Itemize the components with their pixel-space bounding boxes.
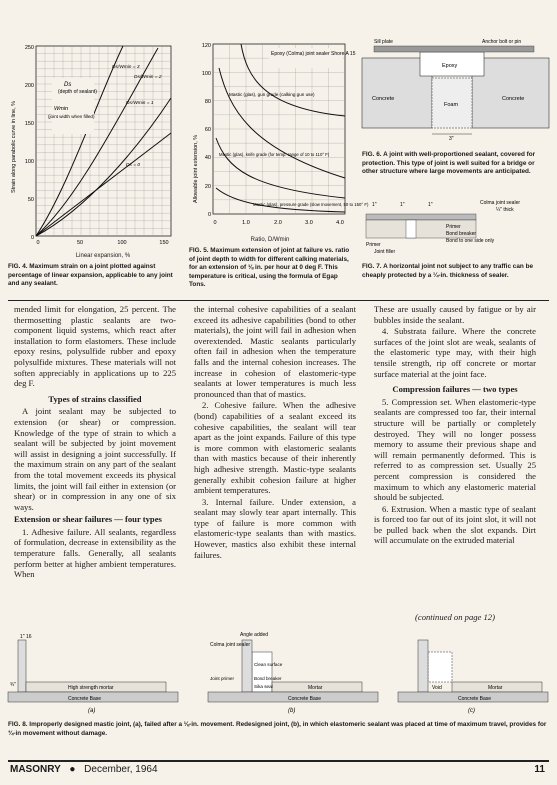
fig4-ds: Ds [64, 82, 72, 88]
fig6-drawing [362, 38, 549, 142]
fig4-ytick: 250 [24, 45, 34, 51]
fig8-b-label: Mortar [308, 685, 323, 691]
fig4-wmin: Wmin [54, 106, 69, 112]
fig4-ylabel: Strain along parabolic curve in line, % [11, 100, 17, 193]
fig8-c-label: Void [432, 685, 442, 691]
section-heading: Types of strains classified [48, 393, 142, 404]
column-1 [14, 304, 176, 624]
fig4-xtick: 0 [36, 240, 40, 246]
fig5-ytick: 60 [204, 127, 211, 133]
fig4-ytick: 50 [27, 197, 34, 203]
fig8-a-label: ¾" [10, 682, 16, 688]
footer-page: 11 [534, 764, 545, 775]
fig4-width: (joint width when filled) [48, 114, 95, 119]
fig4-caption: FIG. 4. Maximum strain on a joint plotted against percentage of linear expansion, applicable to any joint and any sealant. [8, 263, 173, 288]
fig4-yticks [25, 45, 34, 241]
paragraph: 2. Cohesive failure. When the adhesive (bond) capabilities of a sealant exceed its cohesive capabilities, the sealant will tear apart as the joint expands. Failure of this type is more common with elastomeric sealants than with mastics because of their inherently high adhesive strength. Mastic-type sealants generally exhibit cohesion failure at higher ambient temperatures. [194, 400, 356, 496]
section-heading: Compression failures — two types [392, 384, 518, 395]
fig7-label: Bond to one side only [446, 238, 495, 244]
section-heading: Extension or shear failures — four types [14, 514, 162, 525]
column-2 [194, 304, 356, 624]
fig4 [8, 38, 178, 293]
fig6-label: Epoxy [442, 63, 458, 69]
fig5-ylabel: Allowable joint extension, % [193, 134, 199, 203]
fig8-b-label: (b) [288, 708, 296, 714]
footer-magazine: MASONRY [10, 764, 61, 775]
fig5-curve-gun [219, 68, 345, 178]
footer [10, 764, 547, 780]
fig5-ytick: 80 [204, 99, 211, 105]
fig8-c-label: (c) [468, 708, 475, 714]
top-divider [8, 300, 549, 301]
paragraph: the internal cohesive capabilities of a sealant exceed its adhesive capabilities (bond to other materials), the joint will fail in adhesion when overextended. Mastic sealants particularly often fail in adhesion when the temperature falls and the internal cohesion increases. The increase in cohesion of elastomeric-type sealants at lower temperatures is much less pronounced than that of mastics. [194, 304, 356, 399]
fig5-chart [189, 38, 369, 238]
fig8-a-label: High strength mortar [68, 685, 114, 691]
fig6-label: Anchor bolt or pin [482, 39, 522, 45]
paragraph: These are usually caused by fatigue or by air bubbles inside the sealant. [374, 304, 536, 325]
fig5-ytick: 0 [207, 212, 211, 218]
fig8-b-label: Joint primer [210, 676, 234, 681]
fig5-xtick: 4.0 [336, 220, 344, 226]
fig4-chart [8, 38, 178, 248]
paragraph: A joint sealant may be subjected to extension (or shear) or compression. Knowledge of the type of strain to which a sealant will be subjected by joint movement will assist in designing a joint successfully. If the maximum strain on any part of the sealant from the total movement exceeds its physical limits, the joint will fail either in extension (or shear) or in compression in any one of six ways. [14, 406, 176, 512]
fig5-ytick: 40 [204, 155, 211, 161]
fig5-yticks [202, 43, 211, 218]
fig8 [8, 630, 549, 740]
fig7-label: 1" [428, 202, 433, 208]
fig4-xtick: 100 [117, 240, 127, 246]
fig5-xtick: 3.0 [305, 220, 313, 226]
fig8-b-label: Concrete Base [288, 696, 322, 702]
footer-bullet: ● [69, 764, 76, 775]
fig8-c-label: Mortar [488, 685, 503, 691]
fig7-label: 1" [372, 202, 377, 208]
fig7-label: Bond breaker [446, 231, 477, 237]
fig4-curve-3 [36, 46, 123, 236]
fig7-caption: FIG. 7. A horizontal joint not subject to any traffic can be cheaply protected by a ¼-in. thickness of sealer. [362, 263, 534, 279]
fig8-b-label: Sika seal [254, 684, 273, 689]
fig5-ytick: 120 [201, 43, 211, 49]
fig4-curve-label: Ds = 0 [126, 163, 140, 168]
fig8-a-label: (a) [88, 708, 96, 714]
bottom-divider [8, 760, 549, 762]
fig4-xticks [36, 240, 168, 246]
fig4-ytick: 100 [24, 159, 34, 165]
fig8-a-label: Concrete Base [68, 696, 102, 702]
fig5-xtick: 0 [213, 220, 217, 226]
fig8-drawing [8, 630, 549, 714]
fig6-label: Foam [444, 102, 459, 108]
paragraph: 1. Adhesive failure. All sealants, regardless of formulation, decrease in extensibility as the temperature falls. Generally, all sealants perform better at higher ambient temperatures. When [14, 526, 176, 580]
fig5-caption: FIG. 5. Maximum extension of joint at failure vs. ratio of joint depth to width for different calking materials, for an extension of ⅛ in. per hour at 0 deg F. This temperature is critical, using the formula of Egap Tons. [189, 247, 350, 289]
fig5-label: Epoxy (Colma) joint sealer Shore A 15 [271, 51, 356, 57]
fig4-xtick: 50 [76, 240, 84, 246]
fig5-curve-knife [216, 138, 345, 198]
paragraph: 5. Compression set. When elastomeric-type sealants are compressed too far, their internal structure will be partially or completely destroyed. They will no longer possess memory to assume their previous shape and will remain permanently deformed. This is referred to as compression set. Usually 25 percent compression is considered the maximum to which any elastomeric material should be subjected. [374, 396, 536, 503]
fig7-label: 1" [400, 202, 405, 208]
fig5 [189, 38, 369, 298]
fig6-label: Concrete [372, 96, 395, 102]
fig5-xtick: 2.0 [274, 220, 282, 226]
fig8-a-label: 1" 16 [20, 634, 32, 640]
fig7-label: Colma joint sealer [480, 200, 521, 206]
fig8-b-label: Angle added [240, 632, 269, 638]
fig4-xtick: 150 [159, 240, 169, 246]
fig4-curve-0 [36, 133, 171, 236]
footer-date: December, 1964 [84, 764, 158, 775]
fig6 [362, 38, 549, 188]
fig5-curve-pressure [216, 188, 345, 212]
paragraph: 6. Extrusion. When a mastic type of sealant is forced too far out of its joint slot, it will not be pulled back when the slot expands. Dirt will accumulate on the extruded material [374, 503, 536, 546]
fig6-label: 3" [449, 136, 454, 142]
fig4-ytick: 150 [24, 121, 34, 127]
paragraph: mended limit for elongation, 25 percent. The thermosetting plastic sealants are two-component liquid systems, which react after installation to form elastomers. These include epoxy resins, polysulfide rubber and epoxy polysulfide mixtures. These materials will not soften appreciably in applications up to 225 deg F. [14, 304, 176, 389]
fig8-b-label: Clean surface [254, 662, 283, 667]
fig6-label: Concrete [502, 96, 525, 102]
fig8-b [208, 632, 378, 714]
fig7 [362, 198, 549, 298]
column-3 [374, 304, 536, 624]
fig7-drawing [362, 198, 549, 254]
paragraph: 4. Substrata failure. Where the concrete surfaces of the joint slot are weak, sealants of the elastomeric type may, with their high tensile strength, rip off concrete or mortar surface material at the joint face. [374, 326, 536, 379]
fig8-caption: FIG. 8. Improperly designed mastic joint, (a), failed after a ⅛-in. movement. Redesigned joint, (b), in which elastomeric sealant was placed at time of maximum travel, provides for ¾-in movement without damage. [8, 721, 547, 737]
fig5-xticks [213, 220, 343, 226]
fig6-label: Sill plate [374, 39, 393, 45]
fig8-a [8, 634, 178, 714]
paragraph: 3. Internal failure. Under extension, a sealant may slowly tear apart internally. This type of failure is more common with elastomeric-type sealants than with mastics. However, mastics also exhibit these internal failures. [194, 496, 356, 560]
fig7-label: ¼" thick [496, 207, 514, 213]
fig8-c-label: Concrete Base [458, 696, 492, 702]
fig7-label: Primer [446, 224, 461, 230]
fig7-label: Joint filler [374, 249, 396, 255]
continued-note: (continued on page 12) [415, 612, 495, 622]
fig5-ytick: 100 [201, 71, 211, 77]
fig4-ytick: 0 [30, 235, 34, 241]
fig4-ytick: 200 [24, 83, 34, 89]
fig5-xlabel: Ratio, D/Wmin [250, 237, 290, 243]
fig5-label: Mastic (glas), pressure grade (slow movement, 50 to 150° F) [253, 202, 369, 207]
fig4-curve-label: Ds/Wmin = 3 [112, 65, 140, 70]
fig5-label: Mastic (glas), gun grade (calking gun use) [229, 92, 315, 97]
fig4-xlabel: Linear expansion, % [75, 253, 131, 259]
fig8-b-label: Colma joint sealer [210, 642, 251, 648]
fig5-label: Mastic (glas), knife grade (for temp. range of 10 to 110° F) [219, 152, 330, 157]
fig4-curve-label: Ds/Wmin = 2 [134, 75, 162, 80]
fig4-depth: (depth of sealant) [58, 89, 97, 95]
fig6-caption: FIG. 6. A joint with well-proportioned sealant, covered for protection. This type of joint is well suited for a bridge or other structure where large movements are anticipated. [362, 151, 536, 176]
fig5-ytick: 20 [204, 184, 211, 190]
fig4-curve-label: Ds/Wmin = 1 [126, 101, 154, 106]
fig7-label: Primer [366, 242, 381, 248]
fig5-xtick: 1.0 [242, 220, 250, 226]
fig8-c [398, 640, 548, 714]
fig8-b-label: Bond breaker [254, 676, 282, 681]
